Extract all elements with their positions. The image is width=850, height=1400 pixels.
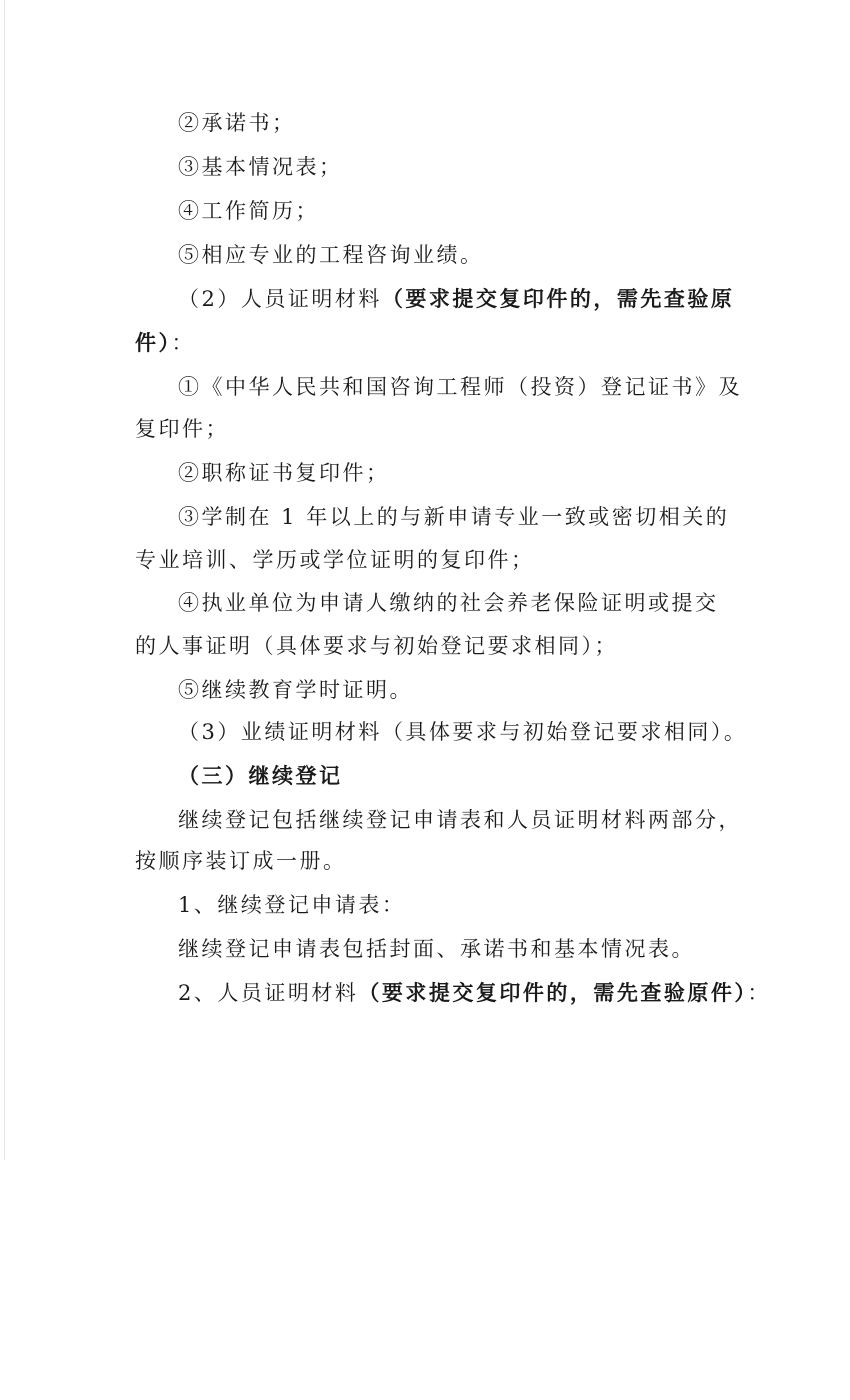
list-item: ②承诺书； bbox=[178, 111, 296, 135]
section-item: （3）业绩证明材料（具体要求与初始登记要求相同）。 bbox=[178, 720, 748, 744]
section-label: （2）人员证明材料 bbox=[178, 287, 382, 311]
paragraph-line bbox=[135, 328, 195, 358]
bold-note: （要求提交复印件的，需先查验原件） bbox=[358, 980, 748, 1005]
bold-note: 件） bbox=[135, 330, 172, 355]
page-edge-line bbox=[4, 0, 5, 1160]
subsection-label: 2、人员证明材料 bbox=[178, 981, 359, 1005]
paragraph-line: 专业培训、学历或学位证明的复印件； bbox=[135, 548, 535, 572]
subsection-title bbox=[178, 978, 771, 1008]
list-item: ④执业单位为申请人缴纳的社会养老保险证明或提交 bbox=[178, 591, 719, 615]
bold-note: （要求提交复印件的，需先查验原 bbox=[381, 286, 735, 311]
paragraph-line: 继续登记包括继续登记申请表和人员证明材料两部分， bbox=[178, 808, 742, 832]
paragraph-line bbox=[178, 284, 734, 314]
list-item: ④工作简历； bbox=[178, 199, 319, 223]
list-item: ③基本情况表； bbox=[178, 155, 343, 179]
list-item: ①《中华人民共和国咨询工程师（投资）登记证书》及 bbox=[178, 375, 742, 399]
section-heading: （三）继续登记 bbox=[178, 764, 343, 788]
list-item: ③学制在 1 年以上的与新申请专业一致或密切相关的 bbox=[178, 505, 730, 529]
paragraph-line: 的人事证明（具体要求与初始登记要求相同）； bbox=[135, 634, 618, 658]
punctuation: ： bbox=[747, 981, 771, 1005]
punctuation: ： bbox=[171, 331, 195, 355]
paragraph-line: 继续登记申请表包括封面、承诺书和基本情况表。 bbox=[178, 937, 695, 961]
paragraph-line: 按顺序装订成一册。 bbox=[135, 849, 347, 873]
list-item: ⑤继续教育学时证明。 bbox=[178, 678, 413, 702]
subsection-title: 1、继续登记申请表： bbox=[178, 893, 406, 917]
paragraph-line: 复印件； bbox=[135, 417, 229, 441]
list-item: ②职称证书复印件； bbox=[178, 461, 390, 485]
list-item: ⑤相应专业的工程咨询业绩。 bbox=[178, 243, 484, 267]
